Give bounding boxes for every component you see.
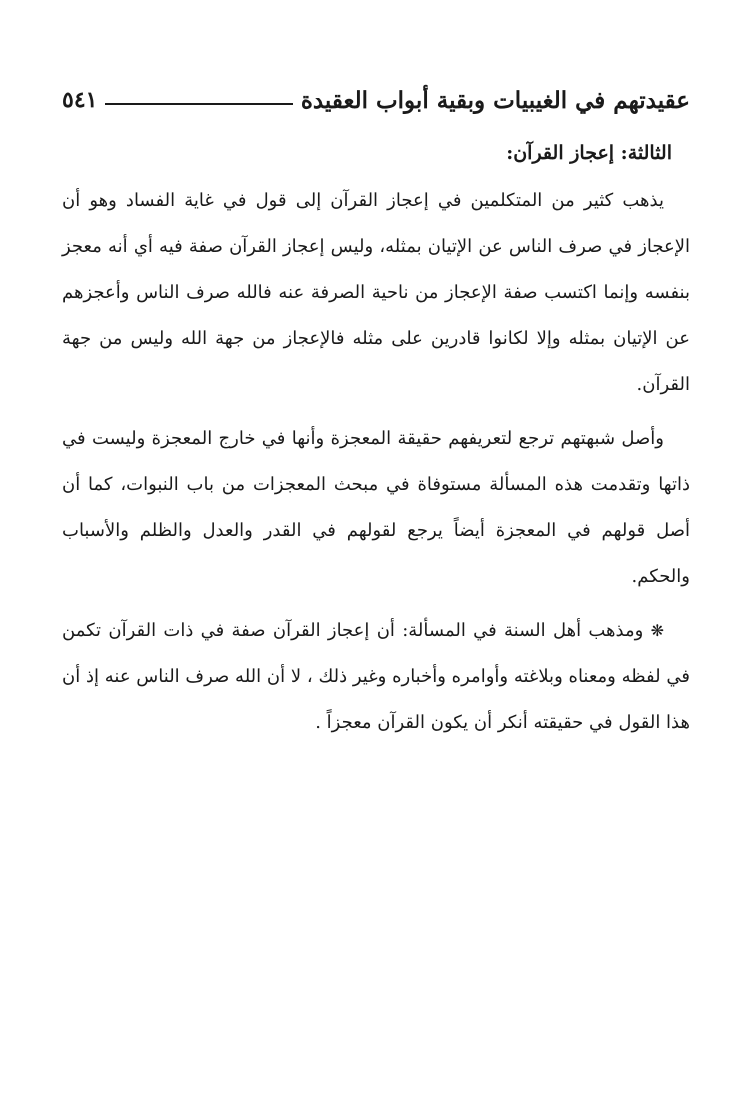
paragraph-1 [62, 178, 690, 408]
paragraph-3 [62, 608, 690, 746]
paragraph-3-text: ومذهب أهل السنة في المسألة: أن إعجاز القرآن صفة في ذات القرآن تكمن في لفظه ومعناه وبلاغته وأوامره وأخباره وغير ذلك ، لا أن الله صرف الناس عنه إذ أن هذا القول في حقيقته أنكر أن يكون القرآن معجزاً . [62, 620, 690, 733]
paragraph-2 [62, 416, 690, 600]
running-header-title: عقيدتهم في الغيبيات وبقية أبواب العقيدة [300, 86, 690, 114]
flower-bullet-icon: ❋ [650, 621, 664, 640]
page-number: ٥٤١ [62, 87, 98, 113]
header-rule [105, 103, 292, 105]
running-header [62, 78, 690, 122]
paragraph-1-text: يذهب كثير من المتكلمين في إعجاز القرآن إلى قول في غاية الفساد وهو أن الإعجاز في صرف الناس عن الإتيان بمثله، وليس إعجاز القرآن صفة فيه أي أنه معجز بنفسه وإنما اكتسب صفة الإعجاز من ناحية الصرفة عنه فالله صرف الناس وأعجزهم عن الإتيان بمثله وإلا لكانوا قادرين على مثله فالإعجاز من جهة الله وليس من جهة القرآن. [62, 190, 690, 395]
paragraph-2-text: وأصل شبهتهم ترجع لتعريفهم حقيقة المعجزة وأنها في خارج المعجزة وليست في ذاتها وتقدمت هذه المسألة مستوفاة في مبحث المعجزات من باب النبوات، كما أن أصل قولهم في المعجزة أيضاً يرجع لقولهم في القدر والعدل والظلم والأسباب والحكم. [62, 428, 690, 587]
book-page [62, 78, 690, 746]
section-heading: الثالثة: إعجاز القرآن: [506, 142, 672, 164]
